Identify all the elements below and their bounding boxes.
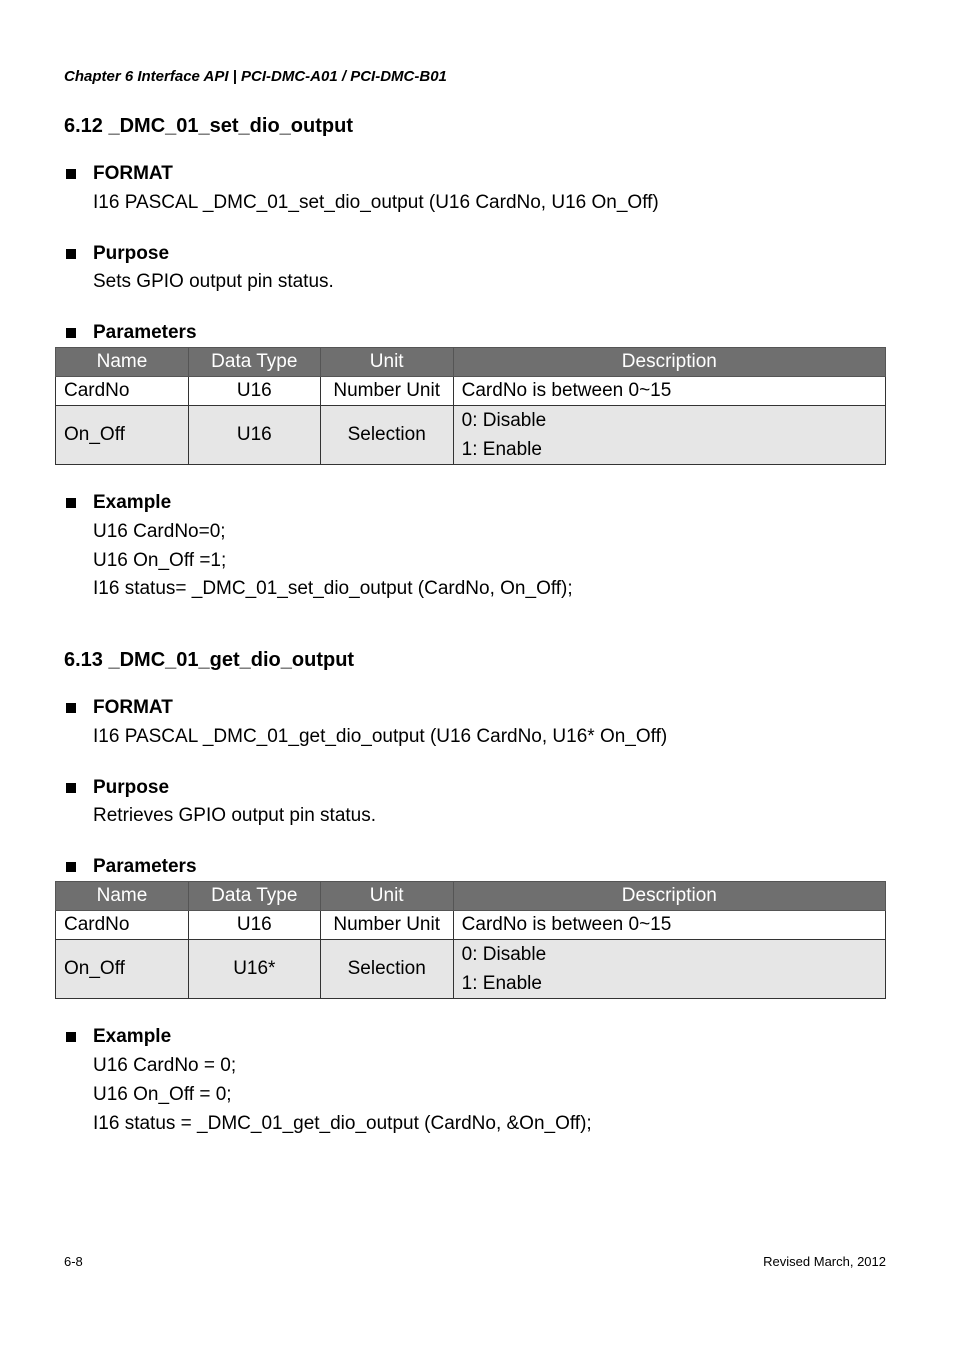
description-line: 1: Enable — [461, 439, 542, 460]
page-number: 6-8 — [64, 1254, 83, 1269]
example-label: Example — [93, 1026, 172, 1047]
purpose-heading — [66, 243, 169, 265]
parameters-heading — [66, 322, 197, 344]
format-label: FORMAT — [93, 163, 173, 184]
table-header-row — [56, 882, 886, 911]
example-label: Example — [93, 492, 172, 513]
bullet-square-icon — [66, 169, 76, 179]
format-text: I16 PASCAL _DMC_01_set_dio_output (U16 CardNo, U16 On_Off) — [93, 192, 659, 213]
param-description — [453, 940, 885, 999]
purpose-text: Retrieves GPIO output pin status. — [93, 805, 377, 826]
column-header: Name — [56, 348, 189, 377]
param-type: U16* — [188, 940, 320, 999]
format-text: I16 PASCAL _DMC_01_get_dio_output (U16 CardNo, U16* On_Off) — [93, 726, 668, 747]
purpose-heading — [66, 777, 169, 799]
column-header: Unit — [320, 348, 453, 377]
param-unit: Selection — [320, 940, 453, 999]
column-header: Data Type — [188, 882, 320, 911]
param-type: U16 — [188, 406, 320, 465]
bullet-square-icon — [66, 498, 76, 508]
table-row — [56, 911, 886, 940]
example-code-line: U16 CardNo=0; — [93, 521, 226, 542]
example-code-line: U16 On_Off = 0; — [93, 1084, 232, 1105]
format-label: FORMAT — [93, 697, 173, 718]
column-header: Data Type — [188, 348, 320, 377]
param-unit: Selection — [320, 406, 453, 465]
example-code-line: U16 On_Off =1; — [93, 550, 227, 571]
parameters-heading — [66, 856, 197, 878]
bullet-square-icon — [66, 862, 76, 872]
purpose-text: Sets GPIO output pin status. — [93, 271, 334, 292]
param-unit: Number Unit — [320, 911, 453, 940]
column-header: Description — [453, 882, 885, 911]
example-heading — [66, 1026, 171, 1048]
description-line: 0: Disable — [461, 944, 547, 965]
param-type: U16 — [188, 911, 320, 940]
bullet-square-icon — [66, 328, 76, 338]
parameters-label: Parameters — [93, 322, 197, 343]
purpose-label: Purpose — [93, 243, 170, 264]
example-code-line: I16 status = _DMC_01_get_dio_output (CardNo, &On_Off); — [93, 1113, 592, 1134]
format-heading — [66, 697, 173, 719]
bullet-square-icon — [66, 783, 76, 793]
param-name: CardNo — [56, 911, 189, 940]
param-name: On_Off — [56, 406, 189, 465]
table-row — [56, 377, 886, 406]
example-code-line: I16 status= _DMC_01_set_dio_output (CardNo, On_Off); — [93, 578, 573, 599]
purpose-label: Purpose — [93, 777, 170, 798]
param-description — [453, 406, 885, 465]
section-title: 6.13 _DMC_01_get_dio_output — [64, 649, 355, 671]
example-code-line: U16 CardNo = 0; — [93, 1055, 237, 1076]
param-description: CardNo is between 0~15 — [453, 377, 885, 406]
example-heading — [66, 492, 171, 514]
parameters-label: Parameters — [93, 856, 197, 877]
parameters-table — [55, 347, 886, 465]
param-description: CardNo is between 0~15 — [453, 911, 885, 940]
parameters-table — [55, 881, 886, 999]
section-title: 6.12 _DMC_01_set_dio_output — [64, 115, 353, 137]
table-header-row — [56, 348, 886, 377]
param-name: CardNo — [56, 377, 189, 406]
bullet-square-icon — [66, 249, 76, 259]
param-unit: Number Unit — [320, 377, 453, 406]
bullet-square-icon — [66, 1032, 76, 1042]
column-header: Description — [453, 348, 885, 377]
description-line: 1: Enable — [461, 973, 542, 994]
table-row — [56, 406, 886, 465]
bullet-square-icon — [66, 703, 76, 713]
param-name: On_Off — [56, 940, 189, 999]
format-heading — [66, 163, 173, 185]
param-type: U16 — [188, 377, 320, 406]
column-header: Unit — [320, 882, 453, 911]
column-header: Name — [56, 882, 189, 911]
running-header: Chapter 6 Interface API | PCI-DMC-A01 / PCI-DMC-B01 — [64, 68, 447, 85]
table-row — [56, 940, 886, 999]
description-line: 0: Disable — [461, 410, 547, 431]
revision-date: Revised March, 2012 — [763, 1254, 886, 1269]
